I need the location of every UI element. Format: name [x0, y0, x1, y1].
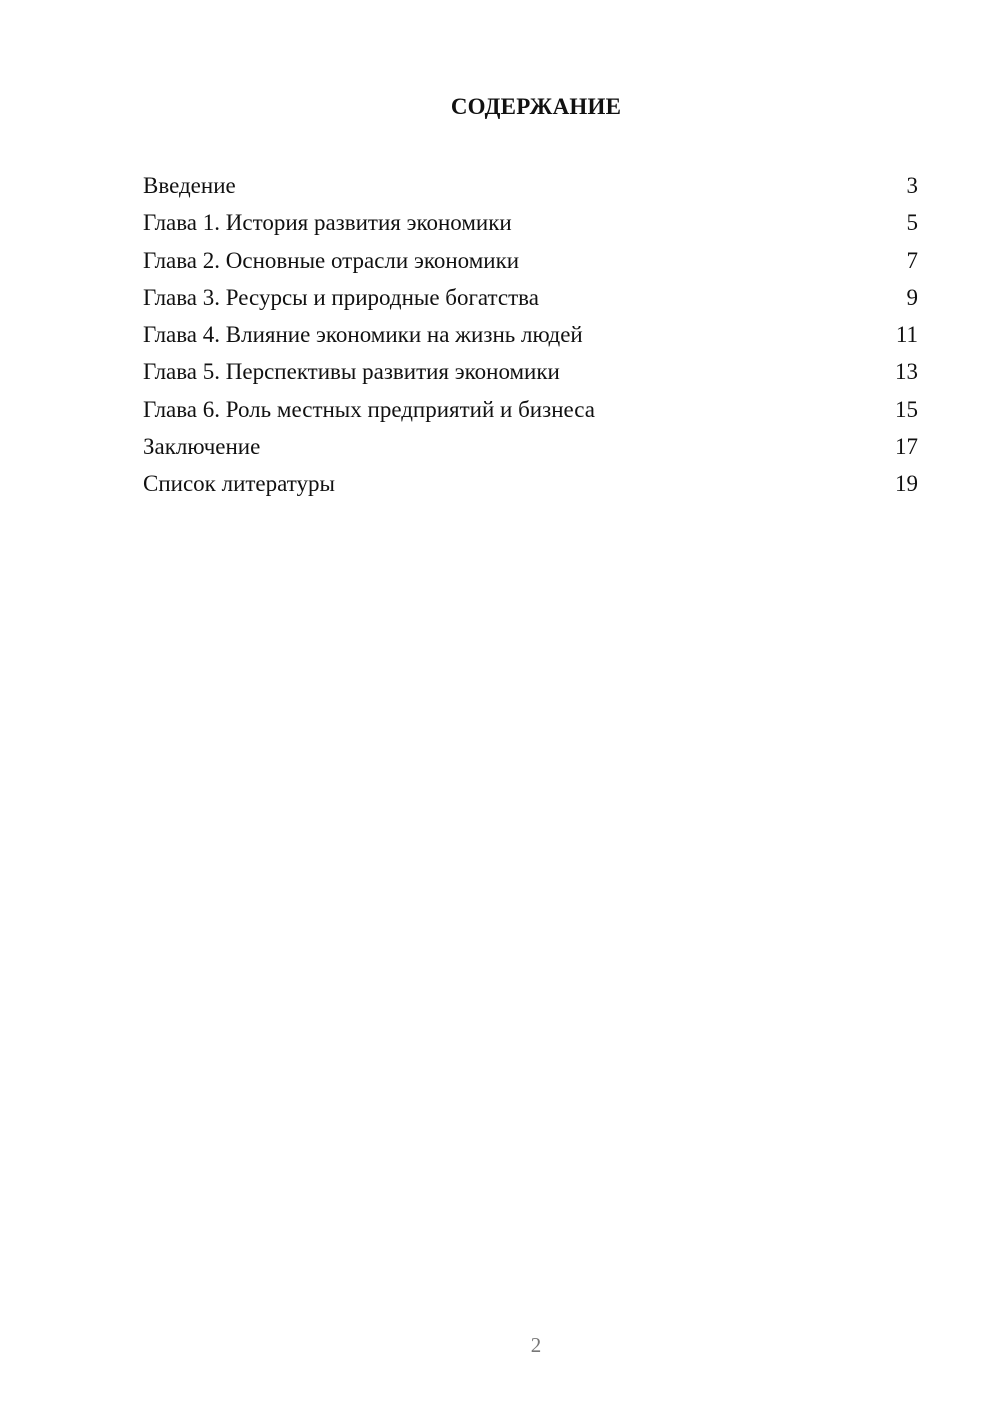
- toc-entry-bibliography[interactable]: [143, 465, 918, 502]
- toc-entry-chapter-5[interactable]: [143, 353, 918, 390]
- toc-entry-label: Глава 6. Роль местных предприятий и бизнеса: [143, 396, 595, 422]
- toc-entry-page: 15: [895, 396, 918, 422]
- toc-entry-page: 13: [895, 359, 918, 385]
- toc-title: СОДЕРЖАНИЕ: [450, 94, 622, 119]
- toc-entry-label: Глава 1. История развития экономики: [143, 210, 512, 236]
- toc-entry-label: Глава 2. Основные отрасли экономики: [143, 247, 520, 273]
- toc-entry-label: Глава 3. Ресурсы и природные богатства: [143, 284, 539, 310]
- toc-entry-chapter-4[interactable]: [143, 316, 918, 353]
- toc-entry-page: 3: [906, 173, 918, 198]
- toc-entry-page: 7: [906, 247, 918, 273]
- toc-entry-label: Заключение: [143, 434, 261, 460]
- toc-entry-page: 9: [906, 284, 918, 310]
- toc-entry-label: Введение: [143, 173, 236, 198]
- toc-entry-chapter-2[interactable]: [143, 242, 918, 279]
- toc-entry-page: 11: [895, 322, 918, 348]
- toc-entry-introduction[interactable]: [143, 167, 918, 204]
- toc-entry-conclusion[interactable]: [143, 428, 918, 465]
- toc-entry-chapter-1[interactable]: [143, 204, 918, 241]
- toc-entry-label: Глава 4. Влияние экономики на жизнь людей: [143, 322, 583, 348]
- toc-entry-label: Список литературы: [143, 471, 335, 497]
- toc-entry-page: 17: [895, 434, 918, 460]
- table-of-contents: [143, 167, 918, 503]
- toc-entry-chapter-3[interactable]: [143, 279, 918, 316]
- toc-entry-chapter-6[interactable]: [143, 391, 918, 428]
- page-number: 2: [530, 1333, 542, 1357]
- toc-entry-page: 5: [906, 210, 918, 236]
- toc-entry-label: Глава 5. Перспективы развития экономики: [143, 359, 560, 385]
- toc-entry-page: 19: [895, 471, 918, 497]
